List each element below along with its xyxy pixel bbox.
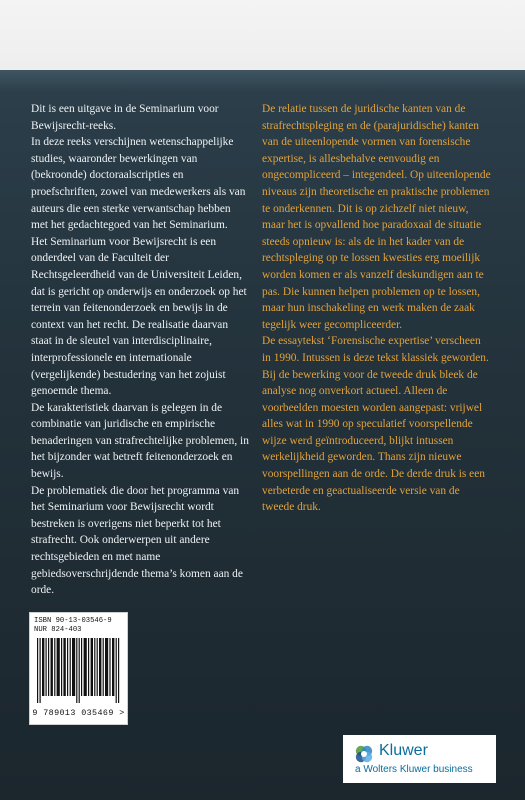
- series-description: [31, 101, 249, 599]
- barcode-label: [29, 612, 128, 725]
- series-paragraph: De karakteristiek daarvan is gelegen in de combinatie van juridische en empirische benaderingen van strafrechtelijke problemen, in het bijzonder wat betreft feitenonderzoek en bewijs.: [31, 401, 249, 481]
- barcode-icon: [35, 638, 121, 703]
- isbn-text: ISBN 90-13-03546-9: [34, 617, 112, 625]
- series-paragraph: Dit is een uitgave in de Seminarium voor Bewijsrecht-reeks.: [31, 103, 219, 132]
- kluwer-logo-icon: [354, 744, 374, 764]
- book-description: [262, 101, 492, 516]
- series-paragraph: De problematiek die door het programma van het Seminarium voor Bewijsrecht wordt bestreken is overigens niet beperkt tot het strafrecht. Ook onderwerpen uit andere rechtsgebieden en met name gebiedsoverschrijdende thema’s komen aan de orde.: [31, 484, 243, 597]
- publisher-tagline: a Wolters Kluwer business: [355, 764, 473, 775]
- series-paragraph: In deze reeks verschijnen wetenschappelijke studies, waaronder bewerkingen van (bekroonde) doctoraalscripties en proefschriften, zowel van medewerkers als van auteurs die een sterke verwantschap hebben met het gedachtegoed van het Seminarium.: [31, 136, 246, 232]
- book-paragraph: De essaytekst ‘Forensische expertise’ verscheen in 1990. Intussen is deze tekst klassiek geworden. Bij de bewerking voor de tweede druk bleek de analyse nog onverkort actueel. Alleen de voorbeelden moesten worden aangepast: vrijwel alles wat in 1990 op speculatief voorspellende wijze werd geïntroduceerd, blijkt intussen werkelijkheid geworden. Thans zijn nieuwe voorspellingen aan de orde. De derde druk is een verbeterde en geactualiseerde versie van de tweede druk.: [262, 335, 489, 514]
- publisher-logo: [343, 735, 496, 783]
- ean-digits: 9 789013 035469 >: [32, 708, 125, 718]
- series-paragraph: Het Seminarium voor Bewijsrecht is een onderdeel van de Faculteit der Rechtsgeleerdheid van de Universiteit Leiden, dat is gericht op onderwijs en onderzoek op het terrein van feitenonderzoek en bewijs in de context van het recht. De realisatie daarvan staat in de sleutel van interdisciplinaire, interprofessionele en internationale (vergelijkende) bestudering van het zojuist genoemde thema.: [31, 235, 247, 398]
- nur-text: NUR 824-403: [34, 626, 82, 634]
- book-paragraph: De relatie tussen de juridische kanten van de strafrechtspleging en de (parajuridische) kanten van de uiteenlopende vormen van forensische expertise, is allesbehalve eenvoudig en ongecompliceerd – integendeel. Op uiteenlopende niveaus zijn theoretische en praktische problemen te onderkennen. Dit is op zichzelf niet nieuw, maar het is opvallend hoe paradoxaal de situatie steeds opnieuw is: als de in het kader van de rechtspleging op te lossen kwesties erg moeilijk worden komen er als vanzelf deskundigen aan te pas. Die kunnen helpen problemen op te lossen, maar hun inschakeling en werk maken de zaak tegelijk weer gecompliceerder.: [262, 103, 491, 331]
- publisher-name: Kluwer: [379, 742, 428, 759]
